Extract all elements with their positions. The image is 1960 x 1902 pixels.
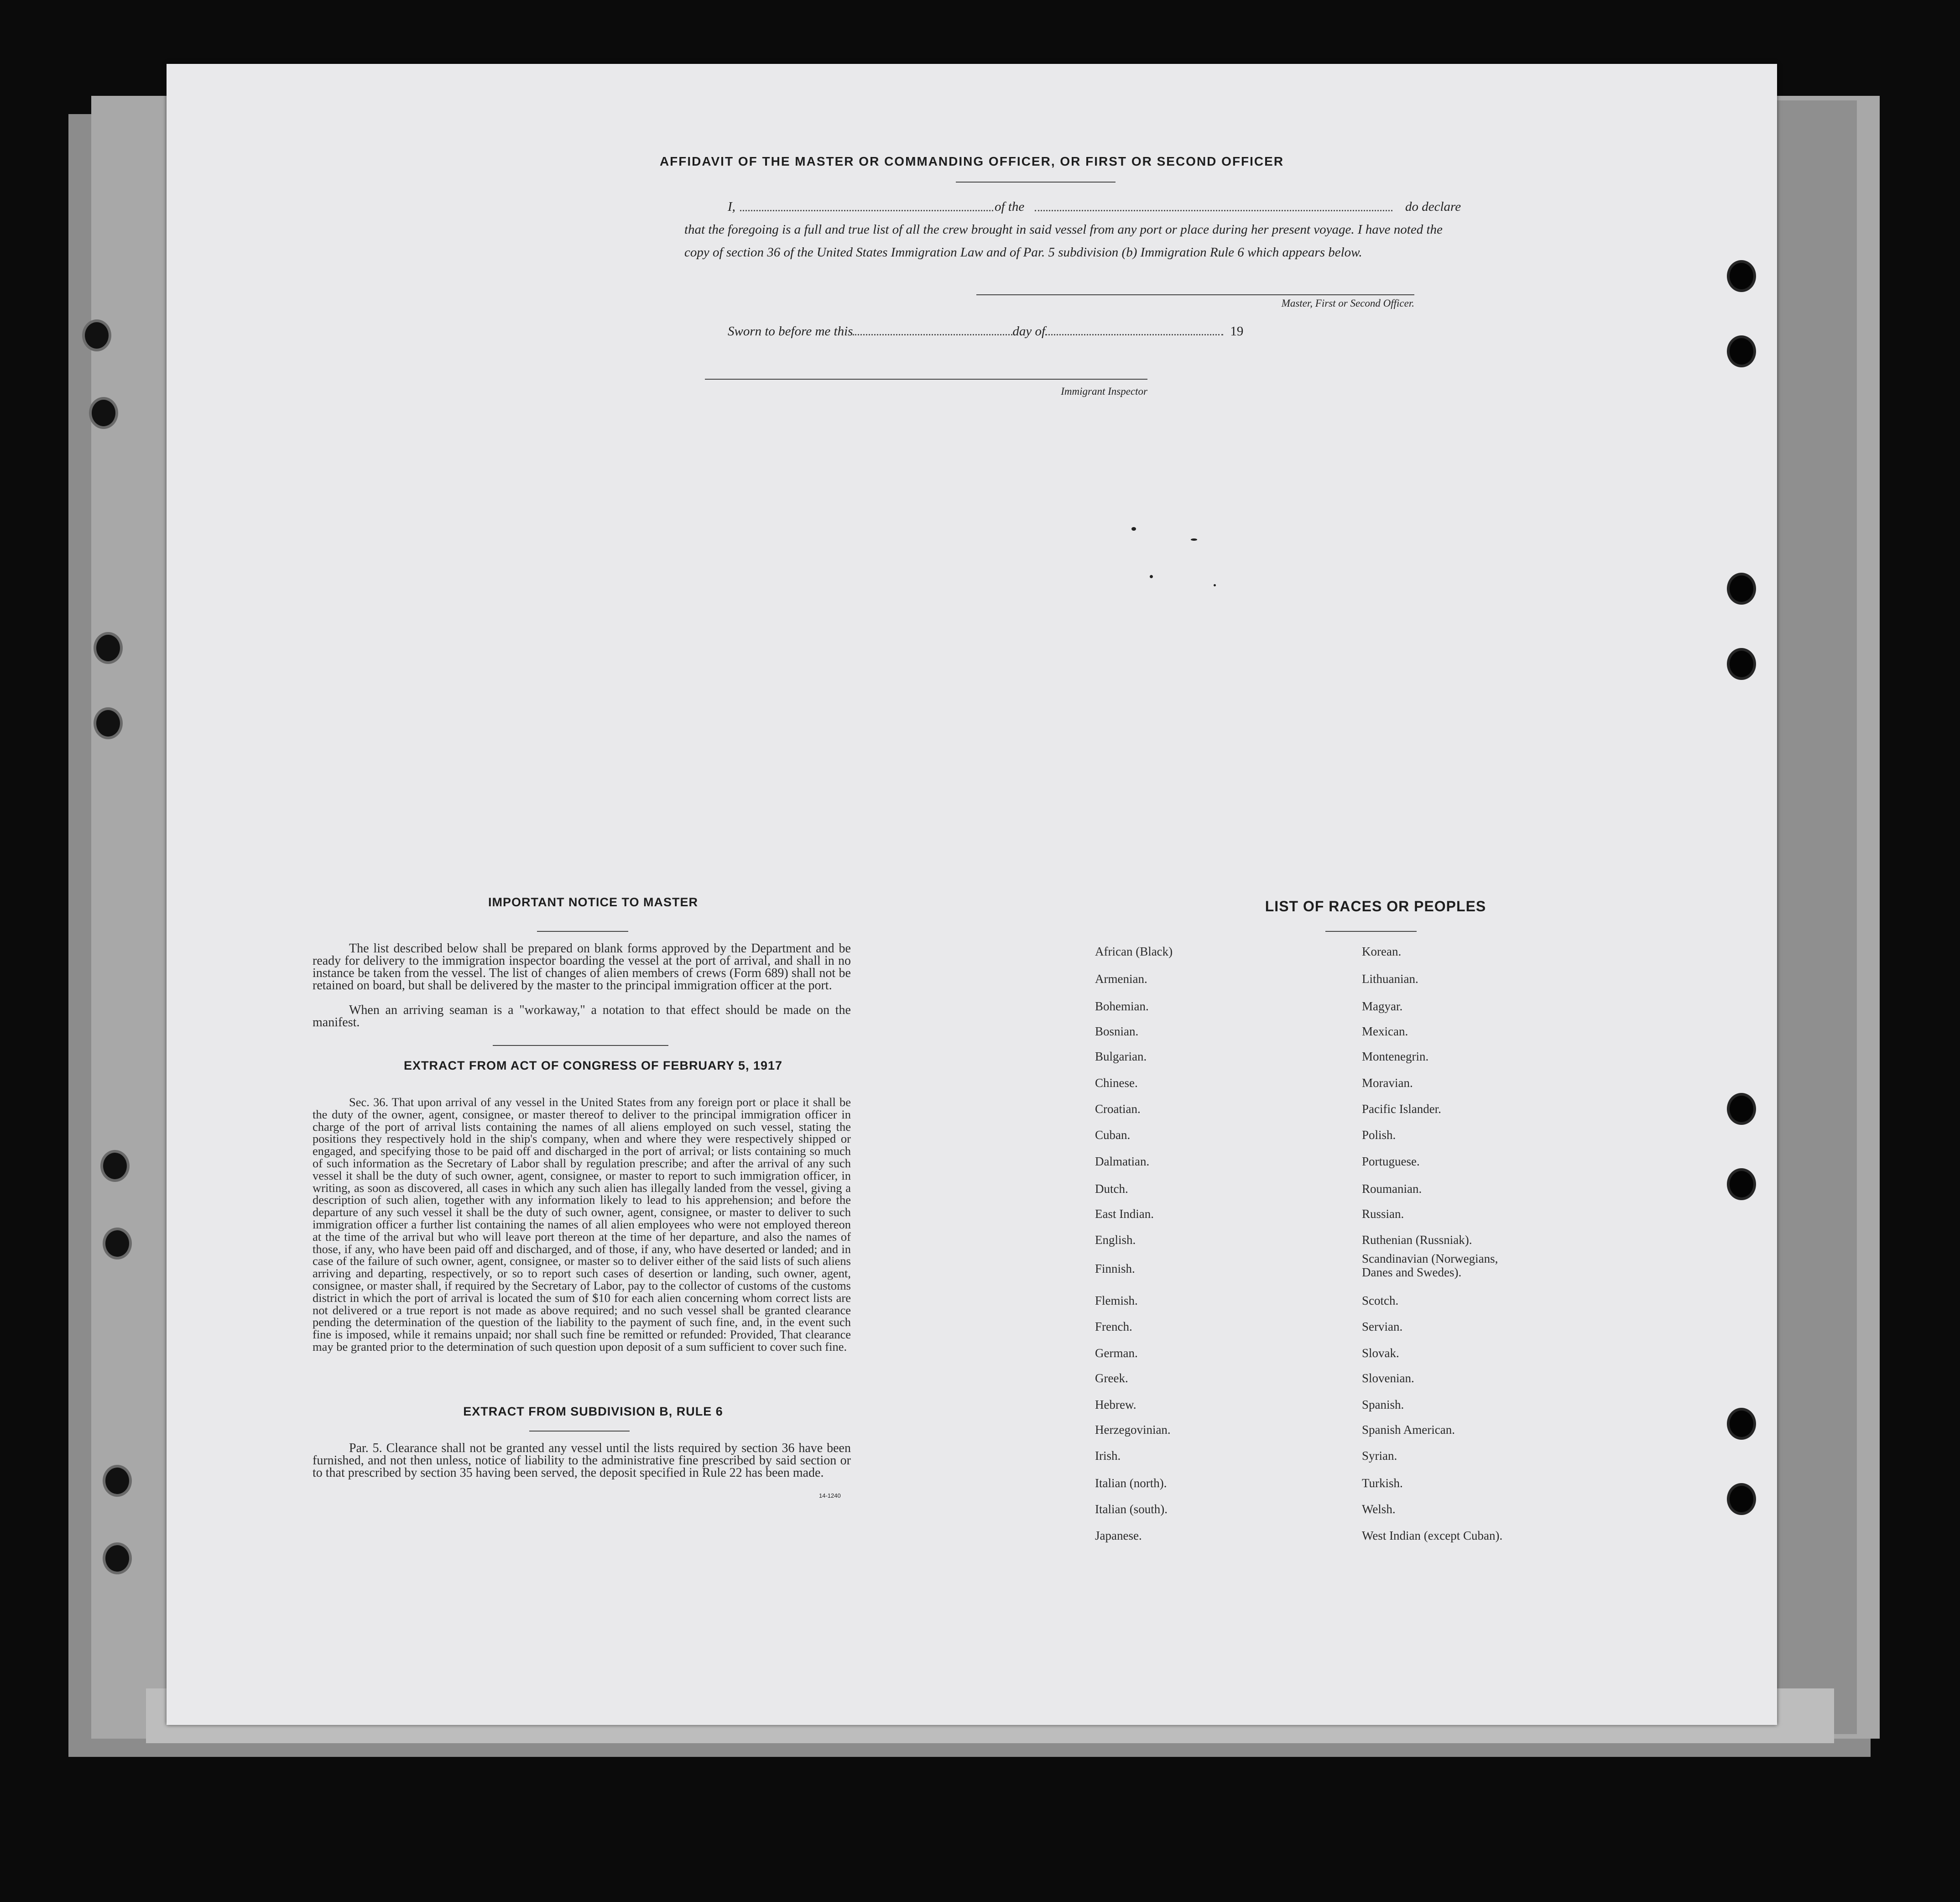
document-page bbox=[167, 64, 1777, 1725]
binding-hole bbox=[1727, 648, 1756, 680]
race-item: Dalmatian. bbox=[1095, 1155, 1150, 1168]
races-title: LIST OF RACES OR PEOPLES bbox=[1265, 898, 1486, 914]
race-item: Italian (north). bbox=[1095, 1476, 1167, 1490]
race-item: Bosnian. bbox=[1095, 1024, 1139, 1038]
notice-paragraph-2: When an arriving seaman is a "workaway," a notation to that effect should be made on the manifest. bbox=[313, 1003, 851, 1029]
race-item: English. bbox=[1095, 1233, 1136, 1247]
extract-rule-title: EXTRACT FROM SUBDIVISION B, RULE 6 bbox=[463, 1405, 723, 1418]
affidavit-title: AFFIDAVIT OF THE MASTER OR COMMANDING OFFICER, OR FIRST OR SECOND OFFICER bbox=[659, 154, 1284, 168]
form-number: 14-1240 bbox=[819, 1492, 841, 1499]
race-item: Bohemian. bbox=[1095, 999, 1149, 1013]
race-item: Moravian. bbox=[1362, 1076, 1413, 1090]
race-item: Lithuanian. bbox=[1362, 972, 1418, 986]
sworn-text: Sworn to before me this bbox=[728, 324, 853, 339]
stray-mark bbox=[1214, 584, 1216, 586]
binding-hole bbox=[1727, 573, 1756, 605]
section-divider bbox=[493, 1045, 668, 1046]
race-item: Flemish. bbox=[1095, 1294, 1138, 1307]
binding-hole bbox=[1727, 335, 1756, 367]
binding-hole bbox=[103, 1228, 132, 1259]
master-signature-line[interactable] bbox=[976, 294, 1414, 295]
inspector-label: Immigrant Inspector bbox=[1061, 386, 1147, 397]
race-item: Japanese. bbox=[1095, 1529, 1142, 1542]
race-item: Magyar. bbox=[1362, 999, 1403, 1013]
binding-hole bbox=[100, 1150, 130, 1182]
race-item: Chinese. bbox=[1095, 1076, 1138, 1090]
sworn-month-blank[interactable] bbox=[1045, 324, 1223, 335]
race-item: African (Black) bbox=[1095, 945, 1173, 958]
stray-mark bbox=[1191, 538, 1197, 541]
binding-hole bbox=[1727, 1483, 1756, 1515]
stray-mark bbox=[1131, 527, 1136, 531]
binding-hole bbox=[1727, 260, 1756, 292]
notice-paragraph-1: The list described below shall be prepared on blank forms approved by the Department and be ready for delivery to the immigration inspector boarding the vessel at the port of arrival, and shall in no instance be taken from the vessel. The list of changes of alien members of crews (Form 689) shall not be retained on board, but shall be delivered by the master to the principal immigration officer at the port. bbox=[313, 941, 851, 993]
master-signature-label: Master, First or Second Officer. bbox=[1281, 298, 1414, 309]
race-item: Korean. bbox=[1362, 945, 1402, 958]
race-item: Polish. bbox=[1362, 1128, 1396, 1142]
affidavit-body bbox=[684, 195, 1588, 264]
binding-hole bbox=[103, 1465, 132, 1497]
race-item: Servian. bbox=[1362, 1320, 1403, 1333]
race-item: Portuguese. bbox=[1362, 1155, 1420, 1168]
race-item: Greek. bbox=[1095, 1371, 1128, 1385]
race-item: East Indian. bbox=[1095, 1207, 1154, 1221]
race-item: Dutch. bbox=[1095, 1182, 1128, 1196]
races-divider bbox=[1325, 931, 1417, 932]
rule-divider bbox=[529, 1431, 630, 1432]
extract-act-text: Sec. 36. That upon arrival of any vessel in the United States from any foreign port or place it shall be the duty of the owner, agent, consignee, or master thereof to deliver to the principal immigration officer in charge of the port of arrival lists containing the names of all aliens employed on such vessel, stating the positions they respectively hold in the ship's company, when and where they were respectively shipped or engaged, and specifying those to be paid off and discharged in the port of arrival; or lists containing so much of such information as the Secretary of Labor shall by regulation prescribe; and after the arrival of any such vessel it shall be the duty of such owner, agent, consignee, or master to report to such immigration officer, in writing, as soon as discovered, all cases in which any such alien has illegally landed from the vessel, giving a description of such alien, together with any information likely to lead to his apprehension; and before the departure of any such vessel it shall be the duty of such owner, agent, consignee, or master to deliver to such immigration officer a further list containing the names of all alien employees who were not employed thereon at the time of the arrival but who will leave port thereon at the time of her departure, and also the names of those, if any, who have been paid off and discharged, and of those, if any, who have deserted or landed; and in case of the failure of such owner, agent, consignee, or master so to deliver either of the said lists of such aliens arriving and departing, respectively, or so to report such cases of desertion or landing, such owner, agent, consignee, or master shall, if required by the Secretary of Labor, pay to the collector of customs of the customs district in which the port of arrival is located the sum of $10 for each alien concerning whom correct lists are not delivered or a true report is not made as above required; and no such vessel shall be granted clearance pending the determination of the question of the liability to the payment of such fine, and, in the event such fine is imposed, while it remains unpaid; nor shall such fine be remitted or refunded: Provided, That clearance may be granted prior to the determination of such question upon deposit of a sum sufficient to cover such fine. bbox=[313, 1095, 851, 1353]
binding-hole bbox=[89, 397, 118, 429]
affidavit-of-the: of the bbox=[995, 199, 1025, 214]
notice-title: IMPORTANT NOTICE TO MASTER bbox=[488, 895, 698, 909]
binding-hole bbox=[82, 319, 111, 351]
notice-divider bbox=[537, 931, 628, 932]
race-item: Spanish. bbox=[1362, 1398, 1404, 1411]
affidavit-line-3: copy of section 36 of the United States Immigration Law and of Par. 5 subdivision (b) Immigration Rule 6 which appears below. bbox=[684, 245, 1362, 260]
race-item: Cuban. bbox=[1095, 1128, 1131, 1142]
race-item: Turkish. bbox=[1362, 1476, 1403, 1490]
race-item: Roumanian. bbox=[1362, 1182, 1422, 1196]
race-item: Italian (south). bbox=[1095, 1502, 1168, 1516]
race-item: West Indian (except Cuban). bbox=[1362, 1529, 1503, 1542]
sworn-day-blank[interactable] bbox=[853, 324, 1012, 335]
binding-hole bbox=[1727, 1093, 1756, 1125]
race-item: Scotch. bbox=[1362, 1294, 1399, 1307]
race-item: Pacific Islander. bbox=[1362, 1102, 1441, 1116]
race-item: Finnish. bbox=[1095, 1262, 1135, 1275]
race-item: Slovak. bbox=[1362, 1346, 1399, 1360]
extract-rule-text: Par. 5. Clearance shall not be granted any vessel until the lists required by section 36 have been furnished, and not then unless, notice of liability to the administrative fine prescribed by said section or to that prescribed by section 35 having been served, the deposit specified in Rule 22 has been made. bbox=[313, 1441, 851, 1480]
binding-hole bbox=[94, 632, 123, 664]
race-item: French. bbox=[1095, 1320, 1132, 1333]
race-item: Irish. bbox=[1095, 1449, 1121, 1463]
extract-act-title: EXTRACT FROM ACT OF CONGRESS OF FEBRUARY 5, 1917 bbox=[403, 1059, 783, 1072]
race-item: Slovenian. bbox=[1362, 1371, 1414, 1385]
race-item: Ruthenian (Russniak). bbox=[1362, 1233, 1472, 1247]
affidavit-line-2: that the foregoing is a full and true list of all the crew brought in said vessel from any port or place during her present voyage. I have noted the bbox=[684, 222, 1443, 237]
race-item: Bulgarian. bbox=[1095, 1050, 1147, 1063]
sworn-day-of: day of bbox=[1012, 324, 1046, 339]
race-item: Spanish American. bbox=[1362, 1423, 1455, 1437]
name-blank[interactable] bbox=[740, 200, 993, 211]
affidavit-i: I, bbox=[728, 199, 735, 214]
race-item: German. bbox=[1095, 1346, 1138, 1360]
title-divider bbox=[956, 182, 1116, 183]
affidavit-declare: do declare bbox=[1405, 199, 1461, 214]
race-item: Herzegovinian. bbox=[1095, 1423, 1171, 1437]
race-item: Mexican. bbox=[1362, 1024, 1408, 1038]
race-item: Hebrew. bbox=[1095, 1398, 1136, 1411]
binding-hole bbox=[94, 707, 123, 739]
race-item: Welsh. bbox=[1362, 1502, 1396, 1516]
race-item: Russian. bbox=[1362, 1207, 1404, 1221]
sworn-line bbox=[728, 324, 1243, 339]
stray-mark bbox=[1150, 575, 1153, 578]
race-item: Syrian. bbox=[1362, 1449, 1397, 1463]
binding-hole bbox=[1727, 1168, 1756, 1200]
binding-hole bbox=[103, 1542, 132, 1574]
race-item: Montenegrin. bbox=[1362, 1050, 1429, 1063]
race-item: Scandinavian (Norwegians, Danes and Swedes). bbox=[1362, 1252, 1498, 1279]
binding-hole bbox=[1727, 1408, 1756, 1440]
race-item: Armenian. bbox=[1095, 972, 1147, 986]
race-item: Croatian. bbox=[1095, 1102, 1141, 1116]
sworn-year-prefix: 19 bbox=[1230, 324, 1244, 339]
vessel-blank[interactable] bbox=[1035, 200, 1392, 211]
inspector-signature-line[interactable] bbox=[705, 379, 1147, 380]
